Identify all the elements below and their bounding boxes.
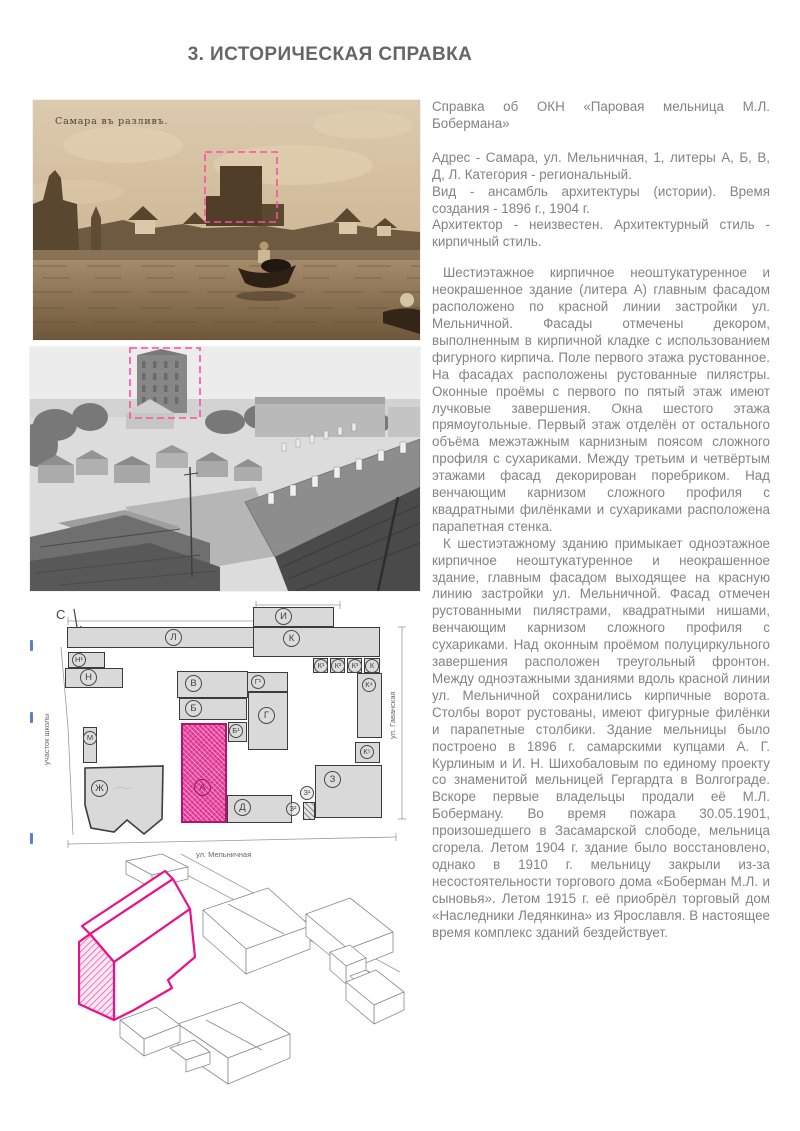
- building-label: Н: [80, 669, 97, 686]
- building-Z2-shed: [303, 802, 315, 820]
- building-A-highlighted: [181, 723, 227, 823]
- panorama-illustration: [30, 347, 420, 591]
- building-label: Г¹: [251, 675, 265, 689]
- street-label-melnichnaya: ул. Мельничная: [196, 850, 252, 859]
- photo-sloboda-panorama: [30, 347, 420, 591]
- building-label: К: [365, 659, 379, 673]
- postcard-caption: Самара въ разливъ.: [55, 116, 169, 127]
- building-label: К²: [331, 659, 345, 673]
- building-label: К: [283, 630, 300, 647]
- building-label: З: [324, 771, 341, 788]
- building-label: К¹: [314, 659, 328, 673]
- building-label: З²: [286, 802, 300, 816]
- article-text-column: [432, 99, 770, 942]
- building-label: Ж: [91, 780, 108, 797]
- building-label: К⁴: [362, 678, 376, 692]
- axonometric-drawing: [78, 852, 408, 1114]
- building-label: К⁵: [360, 745, 374, 759]
- building-L: [67, 627, 257, 648]
- article-info-block: [432, 150, 770, 251]
- photo-postcard-samara-flood: [33, 100, 420, 340]
- building-label: Б¹: [229, 724, 243, 738]
- school-plot-label: участок школы: [42, 713, 51, 765]
- article-paragraph-1: Шестиэтажное кирпичное неоштукатуренное и неокрашенное здание (литера А) главным фасадом расположено по красной линии застройки ул. Мельничной. Фасады отмечены декором, выполненным в кирпичной кладке с использованием фигурного кирпича. Поле первого этажа рустованное. На фасадах расположены рустованные пилястры. Оконные проёмы с первого по пятый этаж имеют лучковые завершения. Окна шестого этажа прямоугольные. Первый этаж отделён от остального объёма межэтажным карнизным поясом сложного профиля с сухариками. Между третьим и четвёртым этажами фасад декорирован поребриком. Над венчающим карнизом сложного профиля с квадратными филёнками и сухариками расположена парапетная стенка.: [432, 265, 770, 534]
- building-label: И: [275, 608, 292, 625]
- building-label: Б: [185, 700, 202, 717]
- building-label: Г: [258, 707, 275, 724]
- building-label-highlighted: А: [194, 779, 211, 796]
- axonometric-view: [78, 852, 408, 1114]
- building-label: М: [83, 731, 97, 745]
- info-line-address: Адрес - Самара, ул. Мельничная, 1, литеры А, Б, В, Д, Л. Категория - региональный.: [432, 149, 770, 182]
- article-heading: Справка об ОКН «Паровая мельница М.Л. Бобермана»: [432, 99, 770, 131]
- building-label: Л: [165, 629, 182, 646]
- building-label: Н¹: [72, 653, 86, 667]
- street-label-gavanskaya: ул. Гаванская: [388, 691, 397, 739]
- building-label: В: [185, 675, 202, 692]
- info-line-architect: Архитектор - неизвестен. Архитектурный стиль - кирпичный стиль.: [432, 217, 770, 250]
- building-label: К³: [348, 659, 362, 673]
- info-line-type: Вид - ансамбль архитектуры (истории). Время создания - 1896 г., 1904 г.: [432, 183, 770, 216]
- building-I: [253, 607, 334, 627]
- building-label: Д: [234, 799, 251, 816]
- building-Z: [315, 765, 382, 818]
- postcard-illustration: [33, 100, 420, 340]
- article-paragraph-2: К шестиэтажному зданию примыкает одноэтажное кирпичное неоштукатуренное и неокрашенное здание, главным фасадом выходящее на красную линию застройки ул. Мельничной. Фасад отмечен рустованными пилястрами, квадратными нишами, венчающим карнизом сложного профиля с сухариками. Над оконным проёмом полуциркульного завершения расположен треугольный фронтон. Между одноэтажными зданиями вдоль красной линии ул. Мельничной сохранились кирпичные ворота. Столбы ворот рустованы, имеют фигурные филёнки и парапетные столбики. Здание мельницы было построено в 1896 г. самарскими купцами А. Г. Курлиным и И. Н. Шихобаловым по единому проекту со знаменитой мельницей Гергардта в Волгограде. Вскоре первые владельцы продали её М.Л. Боберману. Во время пожара 30.05.1901, произошедшего в Засамарской слободе, мельница сгорела. Летом 1904 г. здание было восстановлено, однако в 1910 г. мельницу закрыли из-за несостоятельности торгового дома «Боберман М.Л. и сыновья». Летом 1915 г. её приобрёл торговый дом «Наследники Ледянкина» из Ярославля. В настоящее время комплекс зданий бездействует.: [432, 535, 770, 940]
- north-label: С: [56, 607, 66, 622]
- building-K: [253, 627, 380, 657]
- building-label: З¹: [300, 786, 314, 800]
- site-plan: [28, 597, 420, 873]
- page-title: 3. ИСТОРИЧЕСКАЯ СПРАВКА: [187, 44, 473, 65]
